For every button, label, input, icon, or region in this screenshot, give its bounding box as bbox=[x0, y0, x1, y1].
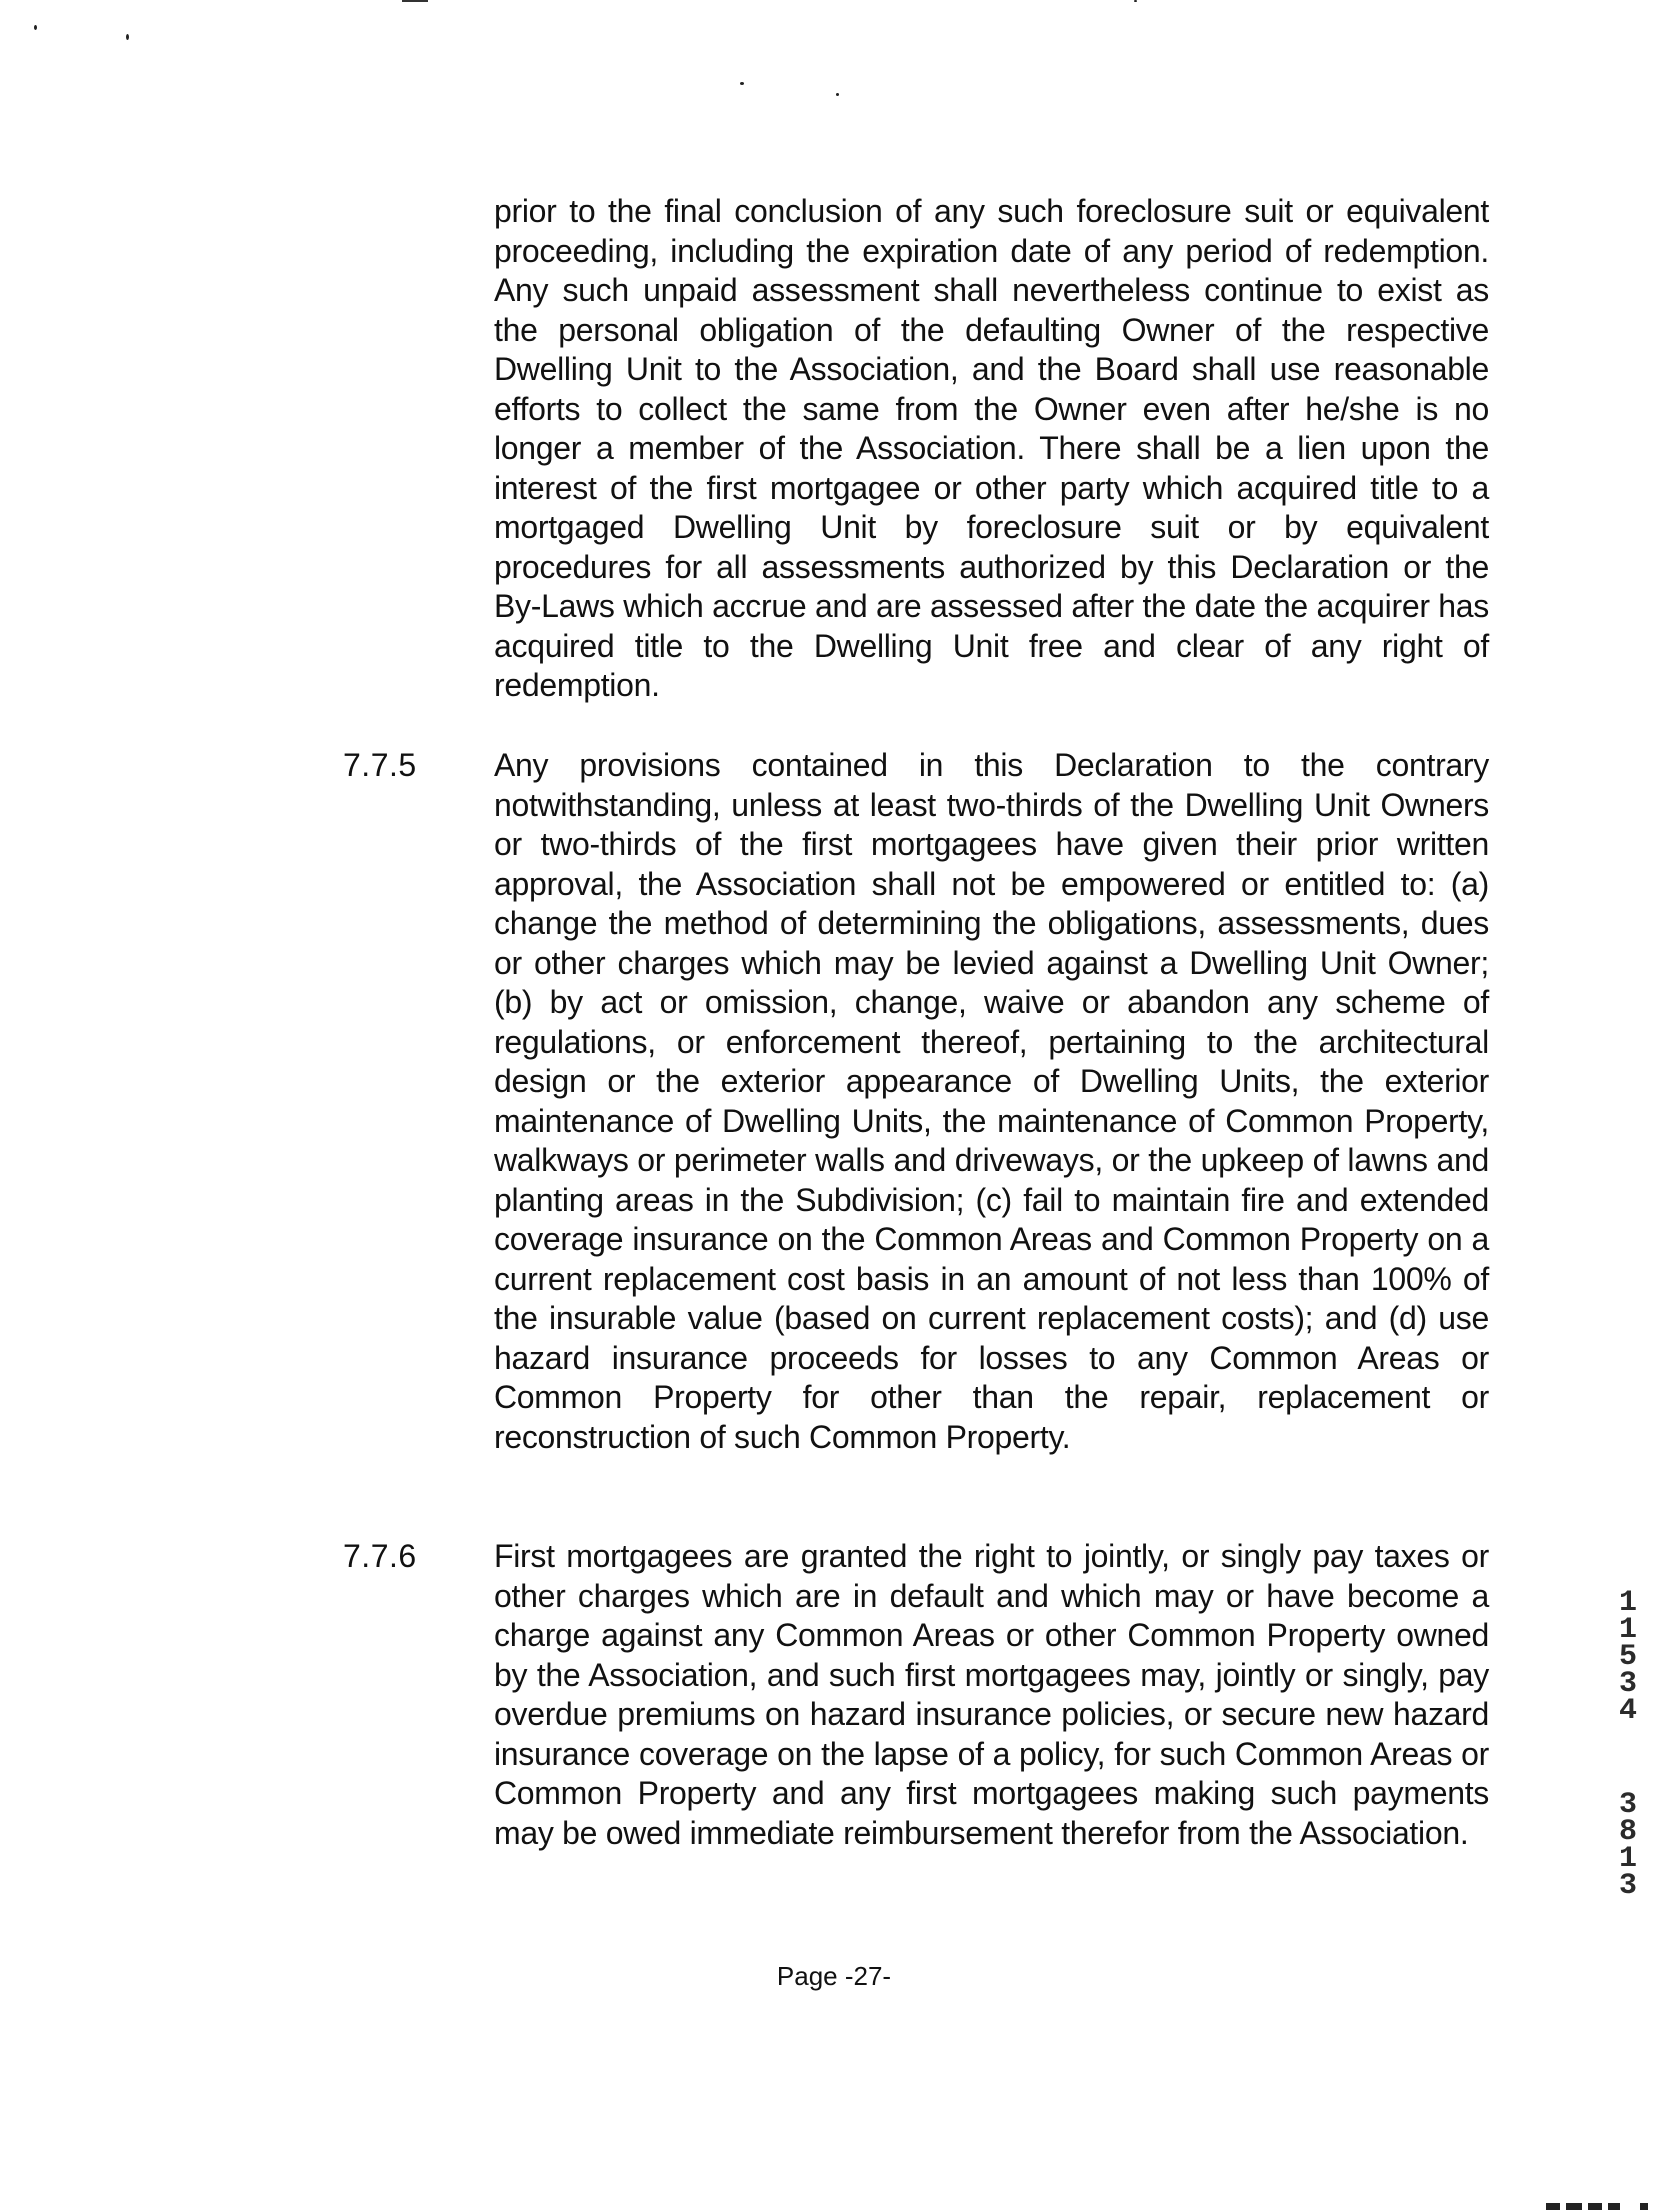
scan-mark-bottom bbox=[1540, 2200, 1676, 2210]
scan-speck bbox=[740, 82, 744, 85]
paragraph-continuation: prior to the final conclusion of any such foreclosure suit or equivalent proceeding, including the expiration date of any period of redemption. Any such unpaid assessment shall nevertheless continue to exist as the personal obligation of the defaulting Owner of the respective Dwelling Unit to the Association, and the Board shall use reasonable efforts to collect the same from the Owner even after he/she is no longer a member of the Association. There shall be a lien upon the interest of the first mortgagee or other party which acquired title to a mortgaged Dwelling Unit by foreclosure suit or by equivalent procedures for all assessments authorized by this Declaration or the By-Laws which accrue and are assessed after the date the acquirer has acquired title to the Dwelling Unit free and clear of any right of redemption. bbox=[494, 193, 1489, 703]
stamp-digit: 1 bbox=[1618, 1613, 1637, 1647]
page-number: Page -27- bbox=[776, 1961, 892, 1991]
page-footer bbox=[0, 1960, 1676, 1992]
scan-speck bbox=[34, 25, 37, 30]
margin-stamp-lower bbox=[1614, 1788, 1642, 1903]
stamp-digit: 3 bbox=[1618, 1869, 1637, 1903]
scan-speck bbox=[836, 93, 839, 96]
scan-speck bbox=[1134, 0, 1137, 2]
section-7-7-5-text: Any provisions contained in this Declaration to the contrary notwithstanding, unless at least two-thirds of the Dwelling Unit Owners or two-thirds of the first mortgagees have given their prior written approval, the Association shall not be empowered or entitled to: (a) change the method of determining the obligations, assessments, dues or other charges which may be levied against a Dwelling Unit Owner; (b) by act or omission, change, waive or abandon any scheme of regulations, or enforcement thereof, pertaining to the architectural design or the exterior appearance of Dwelling Units, the exterior maintenance of Dwelling Units, the maintenance of Common Property, walkways or perimeter walls and driveways, or the upkeep of lawns and planting areas in the Subdivision; (c) fail to maintain fire and extended coverage insurance on the Common Areas and Common Property on a current replacement cost basis in an amount of not less than 100% of the insurable value (based on current replacement costs); and (d) use hazard insurance proceeds for losses to any Common Areas or Common Property for other than the repair, replacement or reconstruction of such Common Property. bbox=[494, 747, 1489, 1455]
section-number-7-7-5: 7.7.5 bbox=[343, 747, 417, 783]
stamp-digit: 3 bbox=[1618, 1788, 1637, 1822]
scan-speck bbox=[126, 34, 129, 40]
margin-stamp-upper bbox=[1614, 1586, 1642, 1728]
stamp-digit: 1 bbox=[1618, 1842, 1637, 1876]
stamp-digit: 1 bbox=[1618, 1586, 1637, 1620]
section-7-7-6-text: First mortgagees are granted the right to jointly, or singly pay taxes or other charges which are in default and which may or have become a charge against any Common Areas or other Common Property owned by the Association, and such first mortgagees may, jointly or singly, pay overdue premiums on hazard insurance policies, or secure new hazard insurance coverage on the lapse of a policy, for such Common Areas or Common Property and any first mortgagees making such payments may be owed immediate reimbursement therefor from the Association. bbox=[494, 1538, 1489, 1851]
scan-mark-top bbox=[402, 0, 428, 2]
stamp-digit: 3 bbox=[1618, 1667, 1637, 1701]
section-number-7-7-6: 7.7.6 bbox=[343, 1538, 417, 1574]
stamp-digit: 4 bbox=[1618, 1694, 1637, 1728]
stamp-digit: 8 bbox=[1618, 1815, 1637, 1849]
stamp-digit: 5 bbox=[1618, 1640, 1637, 1674]
